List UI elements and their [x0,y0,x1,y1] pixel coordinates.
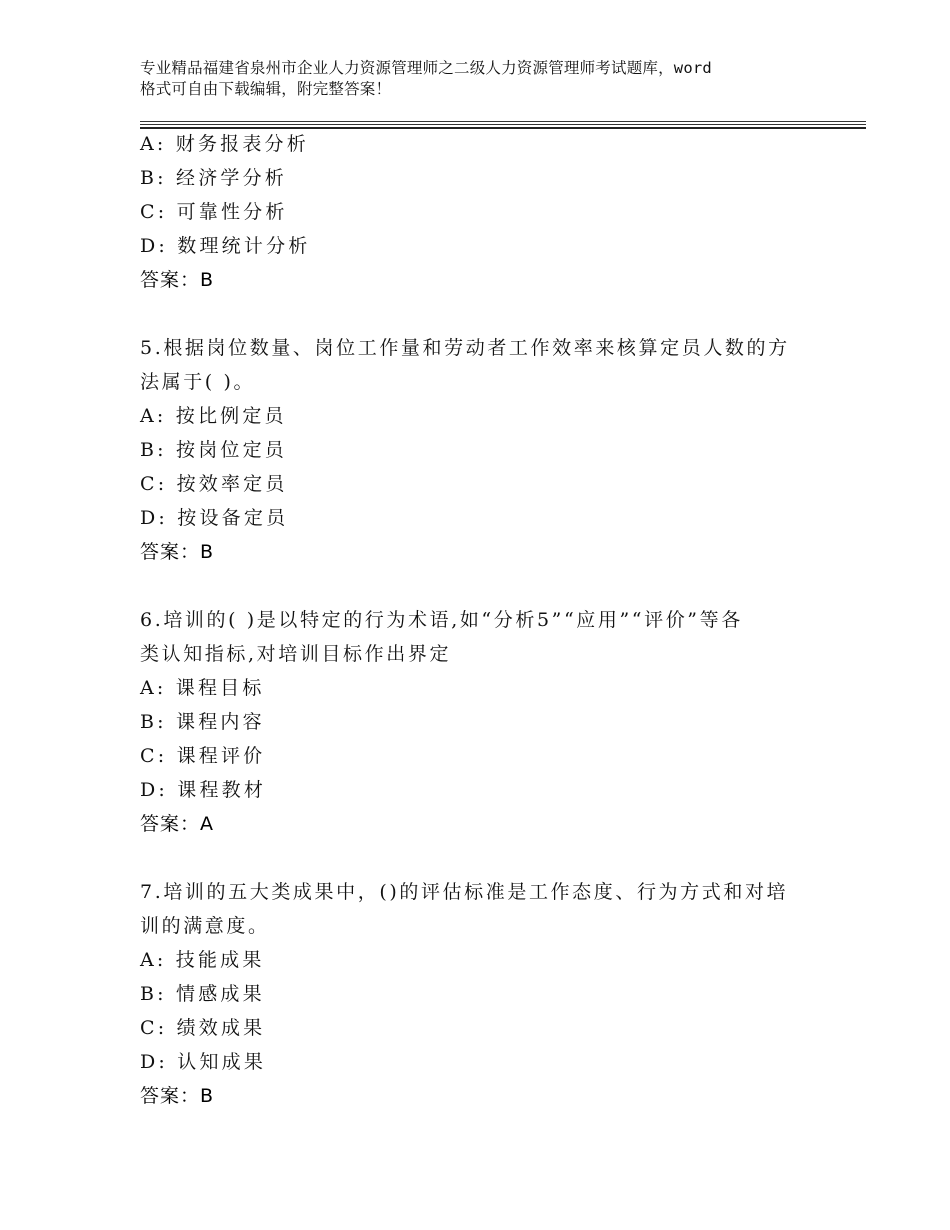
header-line-1: 专业精品福建省泉州市企业人力资源管理师之二级人力资源管理师考试题库，word [140,59,712,77]
option-c: C: 绩效成果 [140,1017,266,1039]
header-line-2: 格式可自由下载编辑，附完整答案！ [140,80,392,98]
option-a: A: 财务报表分析 [140,133,309,155]
question-stem [140,875,820,943]
option-b: B: 按岗位定员 [140,439,288,461]
answer-line: 答案：B [140,1085,215,1107]
option-c: C: 按效率定员 [140,473,288,495]
header-divider-top [140,121,866,122]
question-6 [140,603,840,841]
option-d: D: 课程教材 [140,779,267,801]
option-d: D: 数理统计分析 [140,235,311,257]
option-a: A: 按比例定员 [140,405,287,427]
header-divider-middle [140,124,866,125]
answer-line: 答案：A [140,813,214,835]
option-d: D: 按设备定员 [140,507,289,529]
question-stem-line-2: 类认知指标,对培训目标作出界定 [140,643,452,665]
partial-question [140,127,840,297]
option-c: C: 可靠性分析 [140,201,288,223]
question-stem-line-1: 6.培训的( )是以特定的行为术语,如“分析5”“应用”“评价”等各 [140,609,743,631]
question-list [140,127,840,1113]
option-d: D: 认知成果 [140,1051,267,1073]
question-stem-line-2: 训的满意度。 [140,915,270,937]
answer-line: 答案：B [140,269,215,291]
document-header [140,58,840,100]
option-b: B: 情感成果 [140,983,265,1005]
answer-line: 答案：B [140,541,215,563]
question-stem [140,331,820,399]
option-b: B: 课程内容 [140,711,265,733]
question-5 [140,331,840,569]
option-a: A: 技能成果 [140,949,265,971]
option-b: B: 经济学分析 [140,167,288,189]
question-stem-line-1: 7.培训的五大类成果中，()的评估标准是工作态度、行为方式和对培 [140,881,789,903]
option-a: A: 课程目标 [140,677,265,699]
question-stem-line-1: 5.根据岗位数量、岗位工作量和劳动者工作效率来核算定员人数的方 [140,337,790,359]
option-c: C: 课程评价 [140,745,266,767]
question-stem [140,603,820,671]
question-7 [140,875,840,1113]
question-stem-line-2: 法属于( )。 [140,371,256,393]
